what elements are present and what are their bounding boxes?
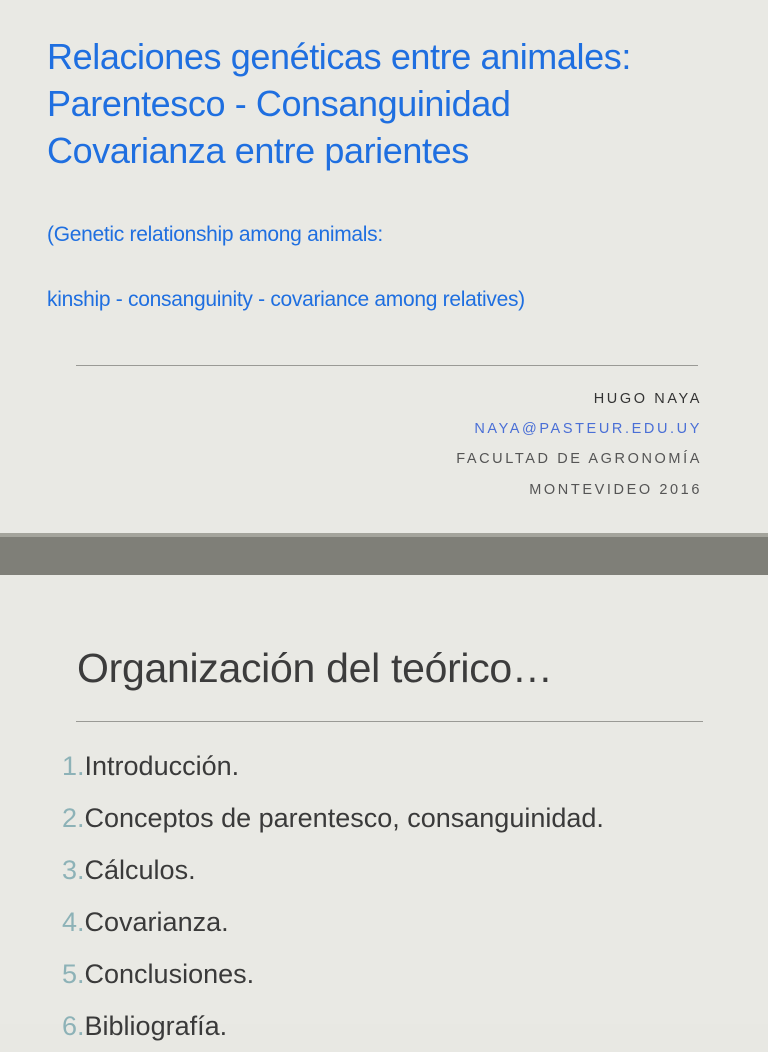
author-email-link[interactable]: NAYA@PASTEUR.EDU.UY (474, 421, 702, 437)
item-number: 3. (62, 855, 85, 885)
place-year: MONTEVIDEO 2016 (529, 482, 702, 498)
institution: FACULTAD DE AGRONOMÍA (456, 451, 702, 467)
slide-title-line-1: Relaciones genéticas entre animales: (47, 36, 631, 77)
item-label: Introducción. (84, 751, 240, 781)
list-item (62, 896, 604, 948)
item-label: Cálculos. (84, 855, 196, 885)
item-label: Bibliografía. (84, 1011, 228, 1041)
slide-title-line-2: Parentesco - Consanguinidad (47, 83, 511, 124)
divider (76, 721, 703, 722)
subtitle-line-1: (Genetic relationship among animals: (47, 223, 383, 246)
list-item (62, 792, 604, 844)
item-number: 4. (62, 907, 85, 937)
item-number: 2. (62, 803, 85, 833)
item-label: Conceptos de parentesco, consanguinidad. (84, 803, 604, 833)
slide-separator-highlight (0, 533, 768, 537)
list-item (62, 740, 604, 792)
outline-slide (0, 575, 768, 1041)
divider (76, 365, 698, 366)
outline-list (62, 740, 604, 1052)
item-label: Covarianza. (84, 907, 229, 937)
author-name: HUGO NAYA (593, 391, 702, 407)
slide-separator (0, 533, 768, 575)
item-number: 5. (62, 959, 85, 989)
item-label: Conclusiones. (84, 959, 255, 989)
item-number: 1. (62, 751, 85, 781)
list-item (62, 1000, 604, 1052)
subtitle-line-2: kinship - consanguinity - covariance among relatives) (47, 288, 525, 311)
list-item (62, 844, 604, 896)
item-number: 6. (62, 1011, 85, 1041)
slide-title-line-3: Covarianza entre parientes (47, 130, 469, 171)
list-item (62, 948, 604, 1000)
outline-heading: Organización del teórico… (77, 645, 553, 691)
